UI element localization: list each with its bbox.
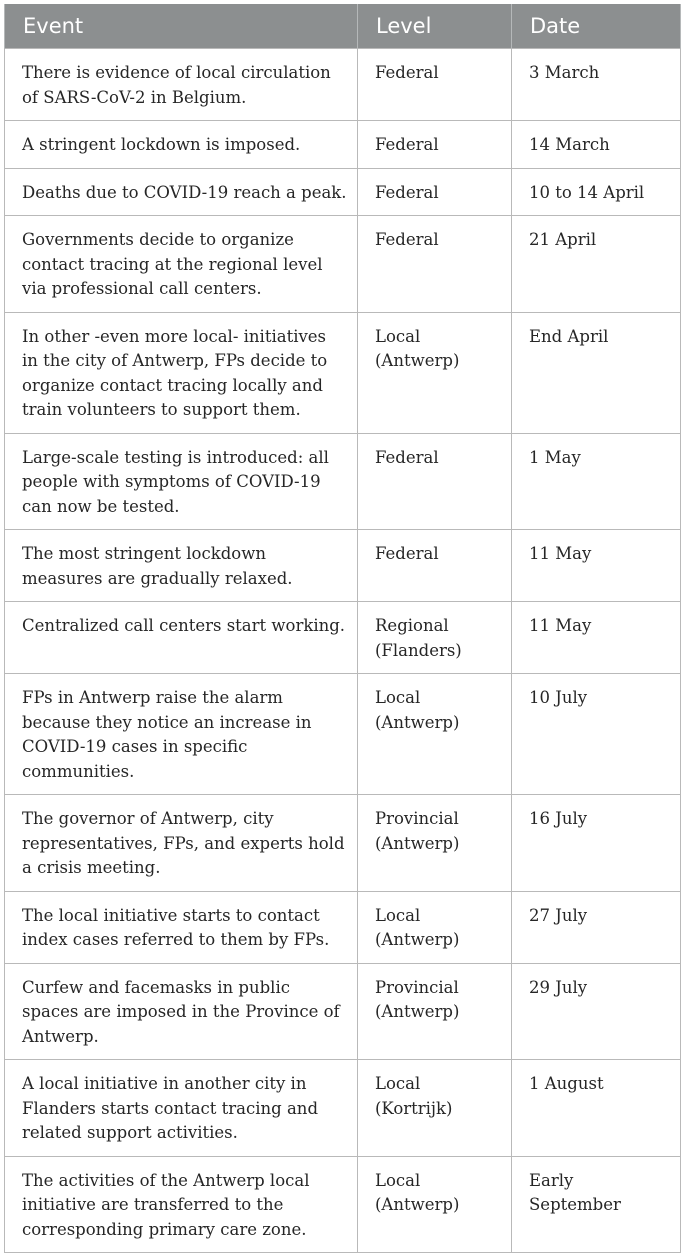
level-cell: Federal [358, 530, 512, 602]
level-cell: Provincial (Antwerp) [358, 795, 512, 892]
date-cell: 1 August [512, 1060, 681, 1157]
date-cell: 10 July [512, 674, 681, 795]
column-header-date: Date [512, 4, 681, 49]
date-cell: End April [512, 312, 681, 433]
event-cell: Governments decide to organize contact tracing at the regional level via professional call centers. [5, 216, 358, 313]
level-cell: Federal [358, 49, 512, 121]
level-cell: Provincial (Antwerp) [358, 963, 512, 1060]
level-cell: Regional (Flanders) [358, 602, 512, 674]
date-cell: 11 May [512, 602, 681, 674]
table-row [5, 168, 681, 216]
date-cell: 27 July [512, 891, 681, 963]
timeline-table [4, 4, 681, 1253]
event-cell: A local initiative in another city in Flanders starts contact tracing and related support activities. [5, 1060, 358, 1157]
table-row [5, 674, 681, 795]
table-row [5, 49, 681, 121]
date-cell: Early September [512, 1156, 681, 1253]
level-cell: Federal [358, 168, 512, 216]
event-cell: A stringent lockdown is imposed. [5, 121, 358, 169]
table-row [5, 891, 681, 963]
table-row [5, 433, 681, 530]
table-row [5, 963, 681, 1060]
table-row [5, 530, 681, 602]
level-cell: Local (Antwerp) [358, 891, 512, 963]
table-row [5, 1156, 681, 1253]
column-header-event: Event [5, 4, 358, 49]
event-cell: There is evidence of local circulation of SARS-CoV-2 in Belgium. [5, 49, 358, 121]
event-cell: The most stringent lockdown measures are gradually relaxed. [5, 530, 358, 602]
level-cell: Local (Antwerp) [358, 1156, 512, 1253]
event-cell: The governor of Antwerp, city representatives, FPs, and experts hold a crisis meeting. [5, 795, 358, 892]
event-cell: The activities of the Antwerp local initiative are transferred to the corresponding primary care zone. [5, 1156, 358, 1253]
column-header-level: Level [358, 4, 512, 49]
date-cell: 14 March [512, 121, 681, 169]
table-row [5, 312, 681, 433]
date-cell: 29 July [512, 963, 681, 1060]
header-row [5, 4, 681, 49]
level-cell: Federal [358, 121, 512, 169]
event-cell: FPs in Antwerp raise the alarm because they notice an increase in COVID-19 cases in specific communities. [5, 674, 358, 795]
date-cell: 1 May [512, 433, 681, 530]
event-cell: Large-scale testing is introduced: all people with symptoms of COVID-19 can now be tested. [5, 433, 358, 530]
table-row [5, 216, 681, 313]
table-body [5, 49, 681, 1253]
level-cell: Federal [358, 433, 512, 530]
level-cell: Local (Antwerp) [358, 312, 512, 433]
date-cell: 10 to 14 April [512, 168, 681, 216]
level-cell: Local (Kortrijk) [358, 1060, 512, 1157]
table-row [5, 121, 681, 169]
date-cell: 21 April [512, 216, 681, 313]
date-cell: 3 March [512, 49, 681, 121]
table-header [5, 4, 681, 49]
event-cell: Curfew and facemasks in public spaces are imposed in the Province of Antwerp. [5, 963, 358, 1060]
table-row [5, 1060, 681, 1157]
event-cell: Centralized call centers start working. [5, 602, 358, 674]
timeline-table-container [4, 4, 680, 1253]
level-cell: Federal [358, 216, 512, 313]
event-cell: The local initiative starts to contact index cases referred to them by FPs. [5, 891, 358, 963]
event-cell: Deaths due to COVID-19 reach a peak. [5, 168, 358, 216]
level-cell: Local (Antwerp) [358, 674, 512, 795]
date-cell: 11 May [512, 530, 681, 602]
date-cell: 16 July [512, 795, 681, 892]
table-row [5, 602, 681, 674]
table-row [5, 795, 681, 892]
event-cell: In other -even more local- initiatives in the city of Antwerp, FPs decide to organize contact tracing locally and train volunteers to support them. [5, 312, 358, 433]
